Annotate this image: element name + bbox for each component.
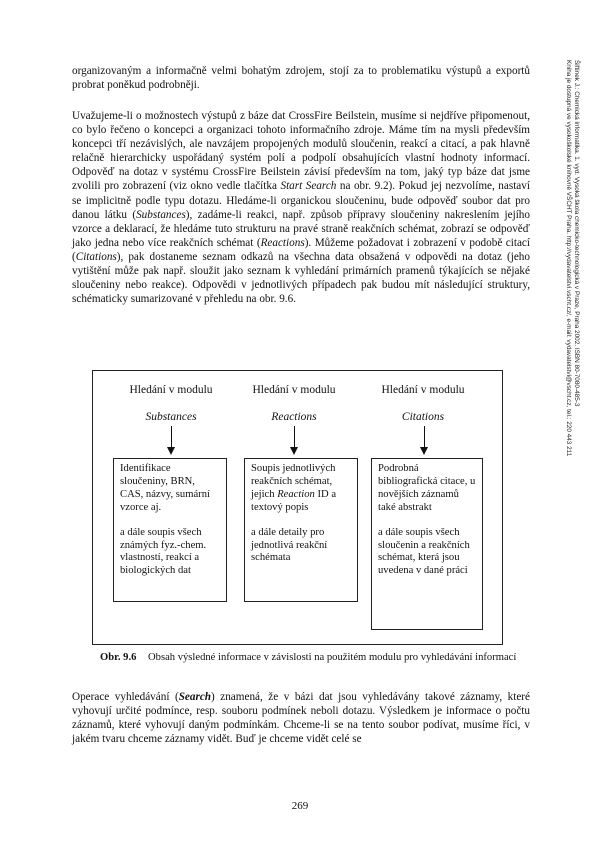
box-text: Identifikace sloučeniny, BRN, CAS, názvy, sumární vzorce aj.: [120, 463, 210, 513]
box-text: Podrobná bibliografická citace, u novějších záznamů také abstrakt: [378, 463, 476, 513]
term-search: Search: [178, 691, 212, 703]
caption-label: Obr. 9.6: [100, 652, 137, 663]
text-run: ). Můžeme požadovat i zobrazení v podobě citací (: [72, 236, 530, 263]
text-run: ), pak dostaneme seznam odkazů na všechna data obsažená v odpovědi na dotaz (jeho vytištění může pak např. sloužit jako seznam k vyhledání primárních pramenů týkajících se nějaké sloučeniny nebo reakce). Odpovědi v jednotlivých případech pak budou mít následující struktury, schématicky sumarizované v přehledu na obr. 9.6.: [72, 250, 530, 306]
box-text: [251, 463, 351, 515]
box-text: a dále soupis všech sloučenin a reakčních schémat, která jsou uvedena v dané práci: [378, 526, 470, 577]
paragraph-search-operation: [72, 690, 530, 746]
module-name-reactions: Reactions: [271, 411, 317, 423]
caption-text: Obsah výsledné informace v závislosti na použitém modulu pro vyhledávání informací: [148, 652, 517, 663]
paragraph-crossfire-output: [72, 109, 530, 306]
module-name-substances: Substances: [145, 411, 197, 423]
text-run: ID a textový popis: [251, 488, 337, 513]
column-heading-citations: [363, 383, 483, 424]
text-run: Soupis jednotlivých reakčních schémat, jejich: [251, 463, 336, 500]
column-heading-substances: [111, 383, 231, 424]
text-run: na obr. 9.2). Pokud jej nezvolíme, nastaví se implicitně podle typu dotazu. Hledáme-li organickou sloučeninu, bude odpověď soubor dat pro danou látku (: [72, 180, 530, 221]
text-run: Operace vyhledávání (: [72, 691, 179, 703]
heading-text: Hledání v modulu: [381, 384, 465, 396]
side-citation-line: Šiftinek J.: Chemická informatika. 1. vyd. Vysoká škola chemicko-technologická v Praze, Praha 2002. ISBN 80-7080-485-3: [573, 60, 580, 407]
figure-module-diagram: [92, 370, 503, 645]
figure-caption: [100, 651, 530, 664]
term-reactions: Reactions: [260, 236, 305, 249]
page-number: 269: [291, 800, 309, 812]
box-text: a dále detaily pro jednotlivá reakční schémata: [251, 526, 328, 564]
paragraph-intro: organizovaným a informačně velmi bohatým zdrojem, stojí za to problematiku výstupů a exportů probrat poněkud podrobněji.: [72, 65, 530, 92]
text-run: ) znamená, že v bázi dat jsou vyhledávány takové záznamy, které vyhovují určité podmínce, resp. souboru podmínek neboli dotazu. Výsledkem je informace o počtu záznamů, které vyhovují daným podmínkám. Chceme-li se na tento soubor podívat, musíme říci, v jakém tvaru chceme záznamy vidět. Buď je chceme vidět celé se: [72, 691, 530, 746]
side-citation-note: [566, 60, 580, 660]
term-citations: Citations: [75, 250, 117, 263]
text-run: ), zadáme-li reakci, např. způsob přípravy sloučeniny nakreslením jejího vzorce a deklarací, že hledáme tuto strukturu na pravé straně reakčních schémat, zobrazí se odpověď jako jedna nebo více reakčních schémat (: [72, 208, 530, 249]
text-run: Uvažujeme-li o možnostech výstupů z báze dat CrossFire Beilstein, musíme si nejdříve připomenout, co bylo řečeno o koncepci a organizaci tohoto informačního zdroje. Máme tím na mysli především koncepci tří nezávislých, ale navzájem propojených modulů sloučenin, reakcí a citací, a pak hlavně relačně hierarchicky uspořádaný systém polí a podpolí obsahujících vlastní hodnoty informací. Odpověď na dotaz v systému CrossFire Beilstein závisí především na tom, jaký typ báze dat jsme zvolili pro zobrazení (viz okno vedle tlačítka: [72, 110, 530, 193]
result-box-citations: [371, 458, 483, 630]
term-substances: Substances: [136, 208, 186, 221]
module-name-citations: Citations: [401, 411, 445, 423]
heading-text: Hledání v modulu: [129, 384, 213, 396]
result-box-substances: [113, 458, 227, 602]
term-start-search: Start Search: [280, 180, 337, 193]
side-availability-line: Kniha je dostupná ve vysokoškolské knihovně VŠCHT Praha. http://vydavatelstvi.vscht.cz/, e-mail: vydavatelstvi@vscht.cz, tel.: 220 443 211: [565, 60, 572, 457]
term-reaction: Reaction: [277, 488, 315, 500]
result-box-reactions: [244, 458, 358, 602]
column-heading-reactions: [234, 383, 354, 424]
heading-text: Hledání v modulu: [252, 384, 336, 396]
box-text: a dále soupis všech známých fyz.-chem. vlastností, reakcí a biologických dat: [120, 526, 207, 577]
